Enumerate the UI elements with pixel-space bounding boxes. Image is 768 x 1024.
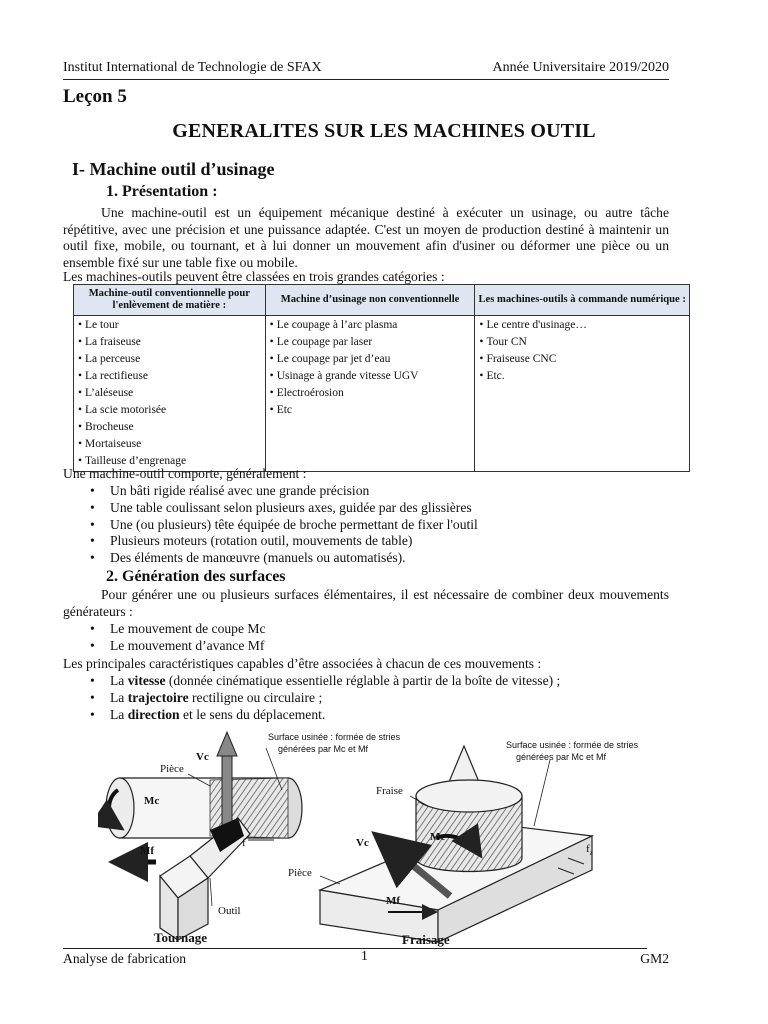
page-title: GENERALITES SUR LES MACHINES OUTIL <box>172 120 596 142</box>
table-col-cnc <box>475 316 690 472</box>
turning-vc-label: Vc <box>196 751 209 763</box>
turning-outil-label: Outil <box>218 905 241 917</box>
list-item: • Tailleuse d’engrenage <box>78 453 261 470</box>
milling-note-line2: générées par Mc et Mf <box>516 752 607 762</box>
list-item: • Le coupage par jet d’eau <box>270 351 471 368</box>
list-item: • Usinage à grande vitesse UGV <box>270 368 471 385</box>
list-item: • La trajectoire rectiligne ou circulaire ; <box>90 690 670 707</box>
milling-mc-label: Mc <box>430 831 446 843</box>
categories-intro: Les machines-outils peuvent être classées en trois grandes catégories : <box>63 269 445 284</box>
movements-list <box>90 621 670 655</box>
list-item: • Brocheuse <box>78 419 261 436</box>
milling-mf-label: Mf <box>386 895 401 907</box>
milling-piece-label: Pièce <box>288 867 312 879</box>
table-col-nonconventional <box>265 316 475 472</box>
turning-f-label: f <box>242 837 246 849</box>
turning-note-line2: générées par Mc et Mf <box>278 744 369 754</box>
machining-diagram <box>98 728 698 948</box>
list-item: • Fraiseuse CNC <box>479 351 685 368</box>
list-item: • Le tour <box>78 317 261 334</box>
header-year: Année Universitaire 2019/2020 <box>492 60 669 75</box>
lesson-number: Leçon 5 <box>63 86 127 107</box>
list-item: • La vitesse (donnée cinématique essentielle réglable à partir de la boîte de vitesse) ; <box>90 673 670 690</box>
milling-fraise-label: Fraise <box>376 785 403 797</box>
page-footer <box>63 948 669 970</box>
list-item: • Des éléments de manœuvre (manuels ou automatisés). <box>90 550 670 567</box>
subsection1-heading: 1. Présentation : <box>106 183 218 200</box>
list-item: • Etc <box>270 402 471 419</box>
components-intro: Une machine-outil comporte, généralement : <box>63 466 307 481</box>
milling-caption: Fraisage <box>402 932 450 947</box>
table-header-conventional: Machine-outil conventionnelle pour l'enlèvement de matière : <box>74 285 266 316</box>
section1-heading: I- Machine outil d’usinage <box>72 159 275 179</box>
list-item: • Electroérosion <box>270 385 471 402</box>
list-item: • Plusieurs moteurs (rotation outil, mouvements de table) <box>90 533 670 550</box>
milling-vc-label: Vc <box>356 837 369 849</box>
turning-piece-label: Pièce <box>160 763 184 775</box>
list-item: • Une (ou plusieurs) tête équipée de broche permettant de fixer l'outil <box>90 517 670 534</box>
turning-note-line1: Surface usinée : formée de stries <box>268 732 401 742</box>
turning-mc-label: Mc <box>144 795 160 807</box>
list-item: • Le mouvement de coupe Mc <box>90 621 670 638</box>
list-item: • Le coupage à l’arc plasma <box>270 317 471 334</box>
subsection2-heading: 2. Génération des surfaces <box>106 568 286 585</box>
page-header <box>63 60 669 80</box>
list-item: • La scie motorisée <box>78 402 261 419</box>
list-item: • Etc. <box>479 368 685 385</box>
turning-mf-label: Mf <box>140 845 155 857</box>
components-list <box>90 483 670 567</box>
list-item: • La fraiseuse <box>78 334 261 351</box>
table-header-nonconventional: Machine d’usinage non conventionnelle <box>265 285 475 316</box>
list-item: • Un bâti rigide réalisé avec une grande précision <box>90 483 670 500</box>
characteristics-list <box>90 673 670 723</box>
footer-class: GM2 <box>640 951 669 966</box>
turning-caption: Tournage <box>154 930 207 945</box>
generation-paragraph: Pour générer une ou plusieurs surfaces élémentaires, il est nécessaire de combiner deux mouvements générateurs : <box>63 587 669 619</box>
list-item: • Tour CN <box>479 334 685 351</box>
milling-fz-label: $f_z$ <box>586 843 593 857</box>
table-header-cnc: Les machines-outils à commande numérique : <box>475 285 690 316</box>
list-item: • La perceuse <box>78 351 261 368</box>
header-institution: Institut International de Technologie de SFAX <box>63 60 322 75</box>
list-item: • L’aléseuse <box>78 385 261 402</box>
milling-note-line1: Surface usinée : formée de stries <box>506 740 639 750</box>
footer-page-number: 1 <box>361 948 368 963</box>
footer-course: Analyse de fabrication <box>63 951 187 966</box>
list-item: • Le centre d'usinage… <box>479 317 685 334</box>
characteristics-intro: Les principales caractéristiques capables d’être associées à chacun de ces mouvements : <box>63 656 542 671</box>
list-item: • La direction et le sens du déplacement. <box>90 707 670 724</box>
list-item: • Une table coulissant selon plusieurs axes, guidée par des glissières <box>90 500 670 517</box>
list-item: • Le coupage par laser <box>270 334 471 351</box>
intro-paragraph: Une machine-outil est un équipement mécanique destiné à exécuter un usinage, ou autre tâche répétitive, avec une précision et une puissance adaptée. C'est un moyen de production destiné à maintenir un outil fixe, mobile, ou tournant, et à lui donner un mouvement afin d'usiner ou déformer une pièce ou un ensemble fixé sur une table fixe ou mobile. <box>63 205 669 270</box>
list-item: • La rectifieuse <box>78 368 261 385</box>
list-item: • Le mouvement d’avance Mf <box>90 638 670 655</box>
table-col-conventional <box>74 316 266 472</box>
list-item: • Mortaiseuse <box>78 436 261 453</box>
milling-figure <box>288 740 639 942</box>
machining-figures <box>98 728 698 948</box>
categories-table <box>73 284 690 472</box>
